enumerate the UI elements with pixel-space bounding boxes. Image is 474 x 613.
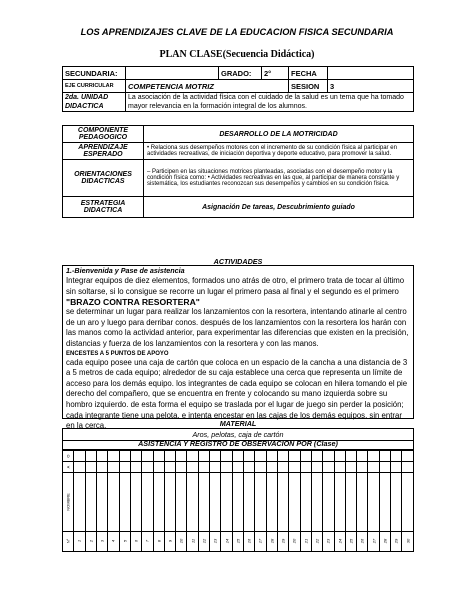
- attendance-row: [63, 473, 414, 532]
- attendance-cell[interactable]: [368, 473, 379, 532]
- grado-label: GRADO:: [219, 67, 262, 80]
- attendance-number-cell: [153, 531, 164, 551]
- attendance-cell[interactable]: [85, 473, 96, 532]
- attendance-cell[interactable]: [74, 473, 85, 532]
- attendance-number: 7: [144, 540, 150, 543]
- material-items: Aros, pelotas, caja de cartón: [62, 428, 414, 441]
- attendance-number: 10: [178, 539, 184, 544]
- attendance-cell[interactable]: [368, 462, 379, 473]
- attendance-cell[interactable]: [108, 462, 119, 473]
- unidad-label: 2da. UNIDAD DIDACTICA: [63, 93, 126, 112]
- attendance-cell[interactable]: [244, 451, 255, 462]
- attendance-number-cell: [311, 531, 322, 551]
- attendance-cell[interactable]: [119, 473, 130, 532]
- attendance-cell[interactable]: [210, 473, 221, 532]
- attendance-cell[interactable]: [311, 451, 322, 462]
- attendance-cell[interactable]: [221, 451, 232, 462]
- attendance-number: 17: [257, 539, 263, 544]
- attendance-cell[interactable]: [130, 451, 141, 462]
- attendance-cell[interactable]: [198, 473, 209, 532]
- attendance-cell[interactable]: [266, 462, 277, 473]
- secundaria-label: SECUNDARIA:: [63, 67, 126, 80]
- attendance-cell[interactable]: [119, 462, 130, 473]
- attendance-row-label: [63, 531, 74, 551]
- attendance-cell[interactable]: [108, 451, 119, 462]
- attendance-cell[interactable]: [289, 473, 300, 532]
- attendance-cell[interactable]: [391, 451, 402, 462]
- attendance-number: 18: [269, 539, 275, 544]
- attendance-cell[interactable]: [266, 473, 277, 532]
- attendance-cell[interactable]: [130, 473, 141, 532]
- attendance-number: 22: [314, 539, 320, 544]
- attendance-number-cell: [244, 531, 255, 551]
- actividades-paragraph-2: se determinar un lugar para realizar los lanzamientos con la resortera, intentando atinarle al centro de un aro y luego para derribar conos. después de los lanzamientos con la resortera los harán con las manos como la actividad anterior, para experimentar las diferencias que existen en la precisión, distancias y fuerza de los lanzamientos con la resortera y con las manos.: [66, 307, 409, 348]
- game-title-1: "BRAZO CONTRA RESORTERA": [66, 297, 200, 308]
- attendance-number: 28: [382, 539, 388, 544]
- attendance-cell[interactable]: [391, 462, 402, 473]
- attendance-number: 30: [405, 539, 411, 544]
- attendance-number: 23: [325, 539, 331, 544]
- sesion-label: SESION: [289, 80, 328, 93]
- sesion-value: 3: [328, 80, 414, 93]
- attendance-number: 16: [246, 539, 252, 544]
- attendance-number: 14: [224, 539, 230, 544]
- attendance-number: 19: [280, 539, 286, 544]
- attendance-cell[interactable]: [345, 462, 356, 473]
- attendance-cell[interactable]: [402, 462, 414, 473]
- attendance-cell[interactable]: [357, 451, 368, 462]
- attendance-cell[interactable]: [232, 462, 243, 473]
- attendance-cell[interactable]: [210, 462, 221, 473]
- attendance-cell[interactable]: [221, 462, 232, 473]
- attendance-cell[interactable]: [255, 451, 266, 462]
- attendance-cell[interactable]: [176, 473, 187, 532]
- attendance-number-cell: [277, 531, 288, 551]
- attendance-cell[interactable]: [85, 462, 96, 473]
- attendance-number: 11: [190, 539, 196, 544]
- attendance-number-cell: [232, 531, 243, 551]
- attendance-cell[interactable]: [187, 451, 198, 462]
- attendance-cell[interactable]: [244, 473, 255, 532]
- attendance-cell[interactable]: [255, 473, 266, 532]
- attendance-row-label-text: O: [65, 454, 71, 458]
- actividades-paragraph-3: cada equipo posee una caja de cartón que coloca en un espacio de la cancha a una distancia de 3 a 5 metros de cada equipo; alrededor de su caja establece una cerca que representa un límite de acceso para los demás equipo. los integrantes de cada equipo se colocan en hilera tomando el pie derecho del compañero, que se encuentra en frente y colocando su mano izquierda sobre su hombro izquierdo. de esta forma el equipo se traslada por el lugar de juego sin perder la posición; cada integrante tiene una pelota, e intenta encestar en las cajas de los demás equipos, sin entrar en la cerca.: [66, 357, 408, 431]
- attendance-number: 2: [88, 540, 94, 543]
- attendance-cell[interactable]: [96, 451, 107, 462]
- actividades-heading: ACTIVIDADES: [213, 257, 263, 266]
- attendance-cell[interactable]: [402, 473, 414, 532]
- aprendizaje-text: • Relaciona sus desempeños motores con el incremento de su condición física al participar en actividades recreativas, de iniciación deportiva y deporte educativo, para promover la salud.: [144, 143, 414, 160]
- attendance-cell[interactable]: [345, 451, 356, 462]
- attendance-number: 20: [291, 539, 297, 544]
- actividades-intro: 1.-Bienvenida y Pase de asistencia: [66, 266, 185, 275]
- attendance-cell[interactable]: [164, 462, 175, 473]
- attendance-cell[interactable]: [345, 473, 356, 532]
- attendance-number: 3: [99, 540, 105, 543]
- orientaciones-text: – Participen en las situaciones motrices planteadas, asociadas con el desempeño motor y la condición física como: • Actividades recreativas en las que, al participar de manera constante y sistemática, los estudiantes reconozcan sus desempeños y cambios en su condición física.: [144, 160, 414, 197]
- attendance-cell[interactable]: [277, 462, 288, 473]
- attendance-number-cell: [96, 531, 107, 551]
- header-table: [62, 66, 414, 112]
- attendance-cell[interactable]: [210, 451, 221, 462]
- attendance-cell[interactable]: [311, 473, 322, 532]
- attendance-number: 25: [348, 539, 354, 544]
- attendance-row-label: [63, 473, 74, 532]
- attendance-cell[interactable]: [232, 473, 243, 532]
- attendance-number-cell: [289, 531, 300, 551]
- attendance-cell[interactable]: [176, 462, 187, 473]
- attendance-cell[interactable]: [198, 462, 209, 473]
- aprendizaje-label: APRENDIZAJE ESPERADO: [63, 143, 144, 160]
- attendance-number-cell: [187, 531, 198, 551]
- attendance-number: 13: [212, 539, 218, 544]
- desarrollo-label: DESARROLLO DE LA MOTRICIDAD: [144, 126, 414, 143]
- attendance-cell[interactable]: [323, 462, 334, 473]
- attendance-number-cell: [323, 531, 334, 551]
- document-title: LOS APRENDIZAJES CLAVE DE LA EDUCACION FISICA SECUNDARIA: [80, 27, 394, 37]
- attendance-cell[interactable]: [164, 451, 175, 462]
- attendance-number: 9: [167, 540, 173, 543]
- attendance-cell[interactable]: [277, 451, 288, 462]
- attendance-number-cell: [176, 531, 187, 551]
- componente-label: COMPONENTE PEDAGOGICO: [63, 126, 144, 143]
- attendance-cell[interactable]: [198, 451, 209, 462]
- attendance-cell[interactable]: [119, 451, 130, 462]
- attendance-cell[interactable]: [379, 473, 390, 532]
- fecha-value[interactable]: [328, 67, 414, 80]
- attendance-cell[interactable]: [153, 462, 164, 473]
- attendance-number-cell: [334, 531, 345, 551]
- attendance-number: 12: [201, 539, 207, 544]
- attendance-cell[interactable]: [232, 451, 243, 462]
- attendance-number-cell: [142, 531, 153, 551]
- attendance-number: 15: [235, 539, 241, 544]
- attendance-cell[interactable]: [379, 451, 390, 462]
- attendance-number: 27: [371, 539, 377, 544]
- document-subtitle: PLAN CLASE(Secuencia Didáctica): [159, 49, 315, 60]
- attendance-number-cell: [108, 531, 119, 551]
- attendance-number-cell: [357, 531, 368, 551]
- attendance-row-label-text: A: [65, 465, 71, 469]
- attendance-grid: [62, 450, 414, 552]
- attendance-cell[interactable]: [187, 462, 198, 473]
- attendance-number-cell: [345, 531, 356, 551]
- attendance-number-cell: [119, 531, 130, 551]
- attendance-cell[interactable]: [357, 473, 368, 532]
- attendance-number-cell: [85, 531, 96, 551]
- attendance-number-cell: [210, 531, 221, 551]
- attendance-cell[interactable]: [277, 473, 288, 532]
- attendance-number-cell: [300, 531, 311, 551]
- material-heading: MATERIAL: [219, 419, 257, 428]
- attendance-row-label-text: NOMBRE: [65, 493, 71, 511]
- attendance-cell[interactable]: [153, 473, 164, 532]
- attendance-cell[interactable]: [289, 451, 300, 462]
- attendance-number-cell: [368, 531, 379, 551]
- attendance-number-cell: [198, 531, 209, 551]
- attendance-row: [63, 462, 414, 473]
- attendance-cell[interactable]: [221, 473, 232, 532]
- fecha-label: FECHA: [289, 67, 328, 80]
- attendance-cell[interactable]: [153, 451, 164, 462]
- attendance-cell[interactable]: [300, 462, 311, 473]
- attendance-cell[interactable]: [300, 473, 311, 532]
- asistencia-heading: ASISTENCIA Y REGISTRO DE OBSERVACION POR (Clase): [62, 439, 414, 450]
- attendance-cell[interactable]: [255, 462, 266, 473]
- attendance-number-cell: [255, 531, 266, 551]
- attendance-number: 24: [337, 539, 343, 544]
- attendance-cell[interactable]: [402, 451, 414, 462]
- attendance-number: 1: [76, 540, 82, 543]
- attendance-cell[interactable]: [108, 473, 119, 532]
- attendance-cell[interactable]: [323, 451, 334, 462]
- grado-value: 2°: [262, 67, 289, 80]
- attendance-cell[interactable]: [244, 462, 255, 473]
- attendance-cell[interactable]: [334, 462, 345, 473]
- actividades-paragraph-1: Integrar equipos de diez elementos, formados uno atrás de otro, el primero trata de tocar al último sin soltarse, si lo consigue se recorre un lugar el primero pasa al final y el segundo es el primero: [66, 276, 405, 296]
- attendance-cell[interactable]: [334, 473, 345, 532]
- attendance-number: 5: [122, 540, 128, 543]
- attendance-cell[interactable]: [379, 462, 390, 473]
- attendance-number-cell: [74, 531, 85, 551]
- orientaciones-label: ORIENTACIONES DIDACTICAS: [63, 160, 144, 197]
- attendance-cell[interactable]: [85, 451, 96, 462]
- attendance-number-cell: [221, 531, 232, 551]
- estrategia-text: Asignación De tareas, Descubrimiento guiado: [144, 197, 414, 218]
- attendance-cell[interactable]: [142, 451, 153, 462]
- attendance-cell[interactable]: [357, 462, 368, 473]
- attendance-number: 21: [303, 539, 309, 544]
- attendance-row: [63, 451, 414, 462]
- eje-label: EJE CURRICULAR: [63, 80, 126, 93]
- attendance-cell[interactable]: [311, 462, 322, 473]
- unidad-text: La asociación de la actividad física con el cuidado de la salud es un tema que ha tomado mayor relevancia en la formación integral de los alumnos.: [126, 93, 414, 112]
- attendance-cell[interactable]: [74, 462, 85, 473]
- estrategia-label: ESTRATEGIA DIDACTICA: [63, 197, 144, 218]
- attendance-cell[interactable]: [266, 451, 277, 462]
- attendance-row-label: [63, 451, 74, 462]
- attendance-cell[interactable]: [187, 473, 198, 532]
- attendance-number-cell: [402, 531, 414, 551]
- attendance-cell[interactable]: [300, 451, 311, 462]
- plan-table: [62, 125, 414, 218]
- attendance-cell[interactable]: [142, 462, 153, 473]
- attendance-cell[interactable]: [334, 451, 345, 462]
- attendance-number-cell: [391, 531, 402, 551]
- attendance-cell[interactable]: [130, 462, 141, 473]
- attendance-number: 26: [359, 539, 365, 544]
- attendance-cell[interactable]: [164, 473, 175, 532]
- attendance-cell[interactable]: [289, 462, 300, 473]
- secundaria-value[interactable]: [126, 67, 219, 80]
- attendance-cell[interactable]: [176, 451, 187, 462]
- attendance-number-cell: [379, 531, 390, 551]
- attendance-number: 4: [110, 540, 116, 543]
- attendance-cell[interactable]: [142, 473, 153, 532]
- attendance-row-label: [63, 462, 74, 473]
- attendance-number: 29: [393, 539, 399, 544]
- attendance-cell[interactable]: [391, 473, 402, 532]
- attendance-number: 6: [133, 540, 139, 543]
- attendance-cell[interactable]: [96, 473, 107, 532]
- attendance-cell[interactable]: [74, 451, 85, 462]
- attendance-number-cell: [164, 531, 175, 551]
- attendance-number-cell: [266, 531, 277, 551]
- attendance-cell[interactable]: [96, 462, 107, 473]
- attendance-cell[interactable]: [368, 451, 379, 462]
- attendance-number-cell: [130, 531, 141, 551]
- attendance-cell[interactable]: [323, 473, 334, 532]
- game-title-2: ENCESTES A 5 PUNTOS DE APOYO: [66, 350, 169, 357]
- attendance-row: [63, 531, 414, 551]
- attendance-row-label-text: N°: [65, 539, 71, 544]
- attendance-number: 8: [156, 540, 162, 543]
- competencia-label: COMPETENCIA MOTRIZ: [126, 80, 289, 93]
